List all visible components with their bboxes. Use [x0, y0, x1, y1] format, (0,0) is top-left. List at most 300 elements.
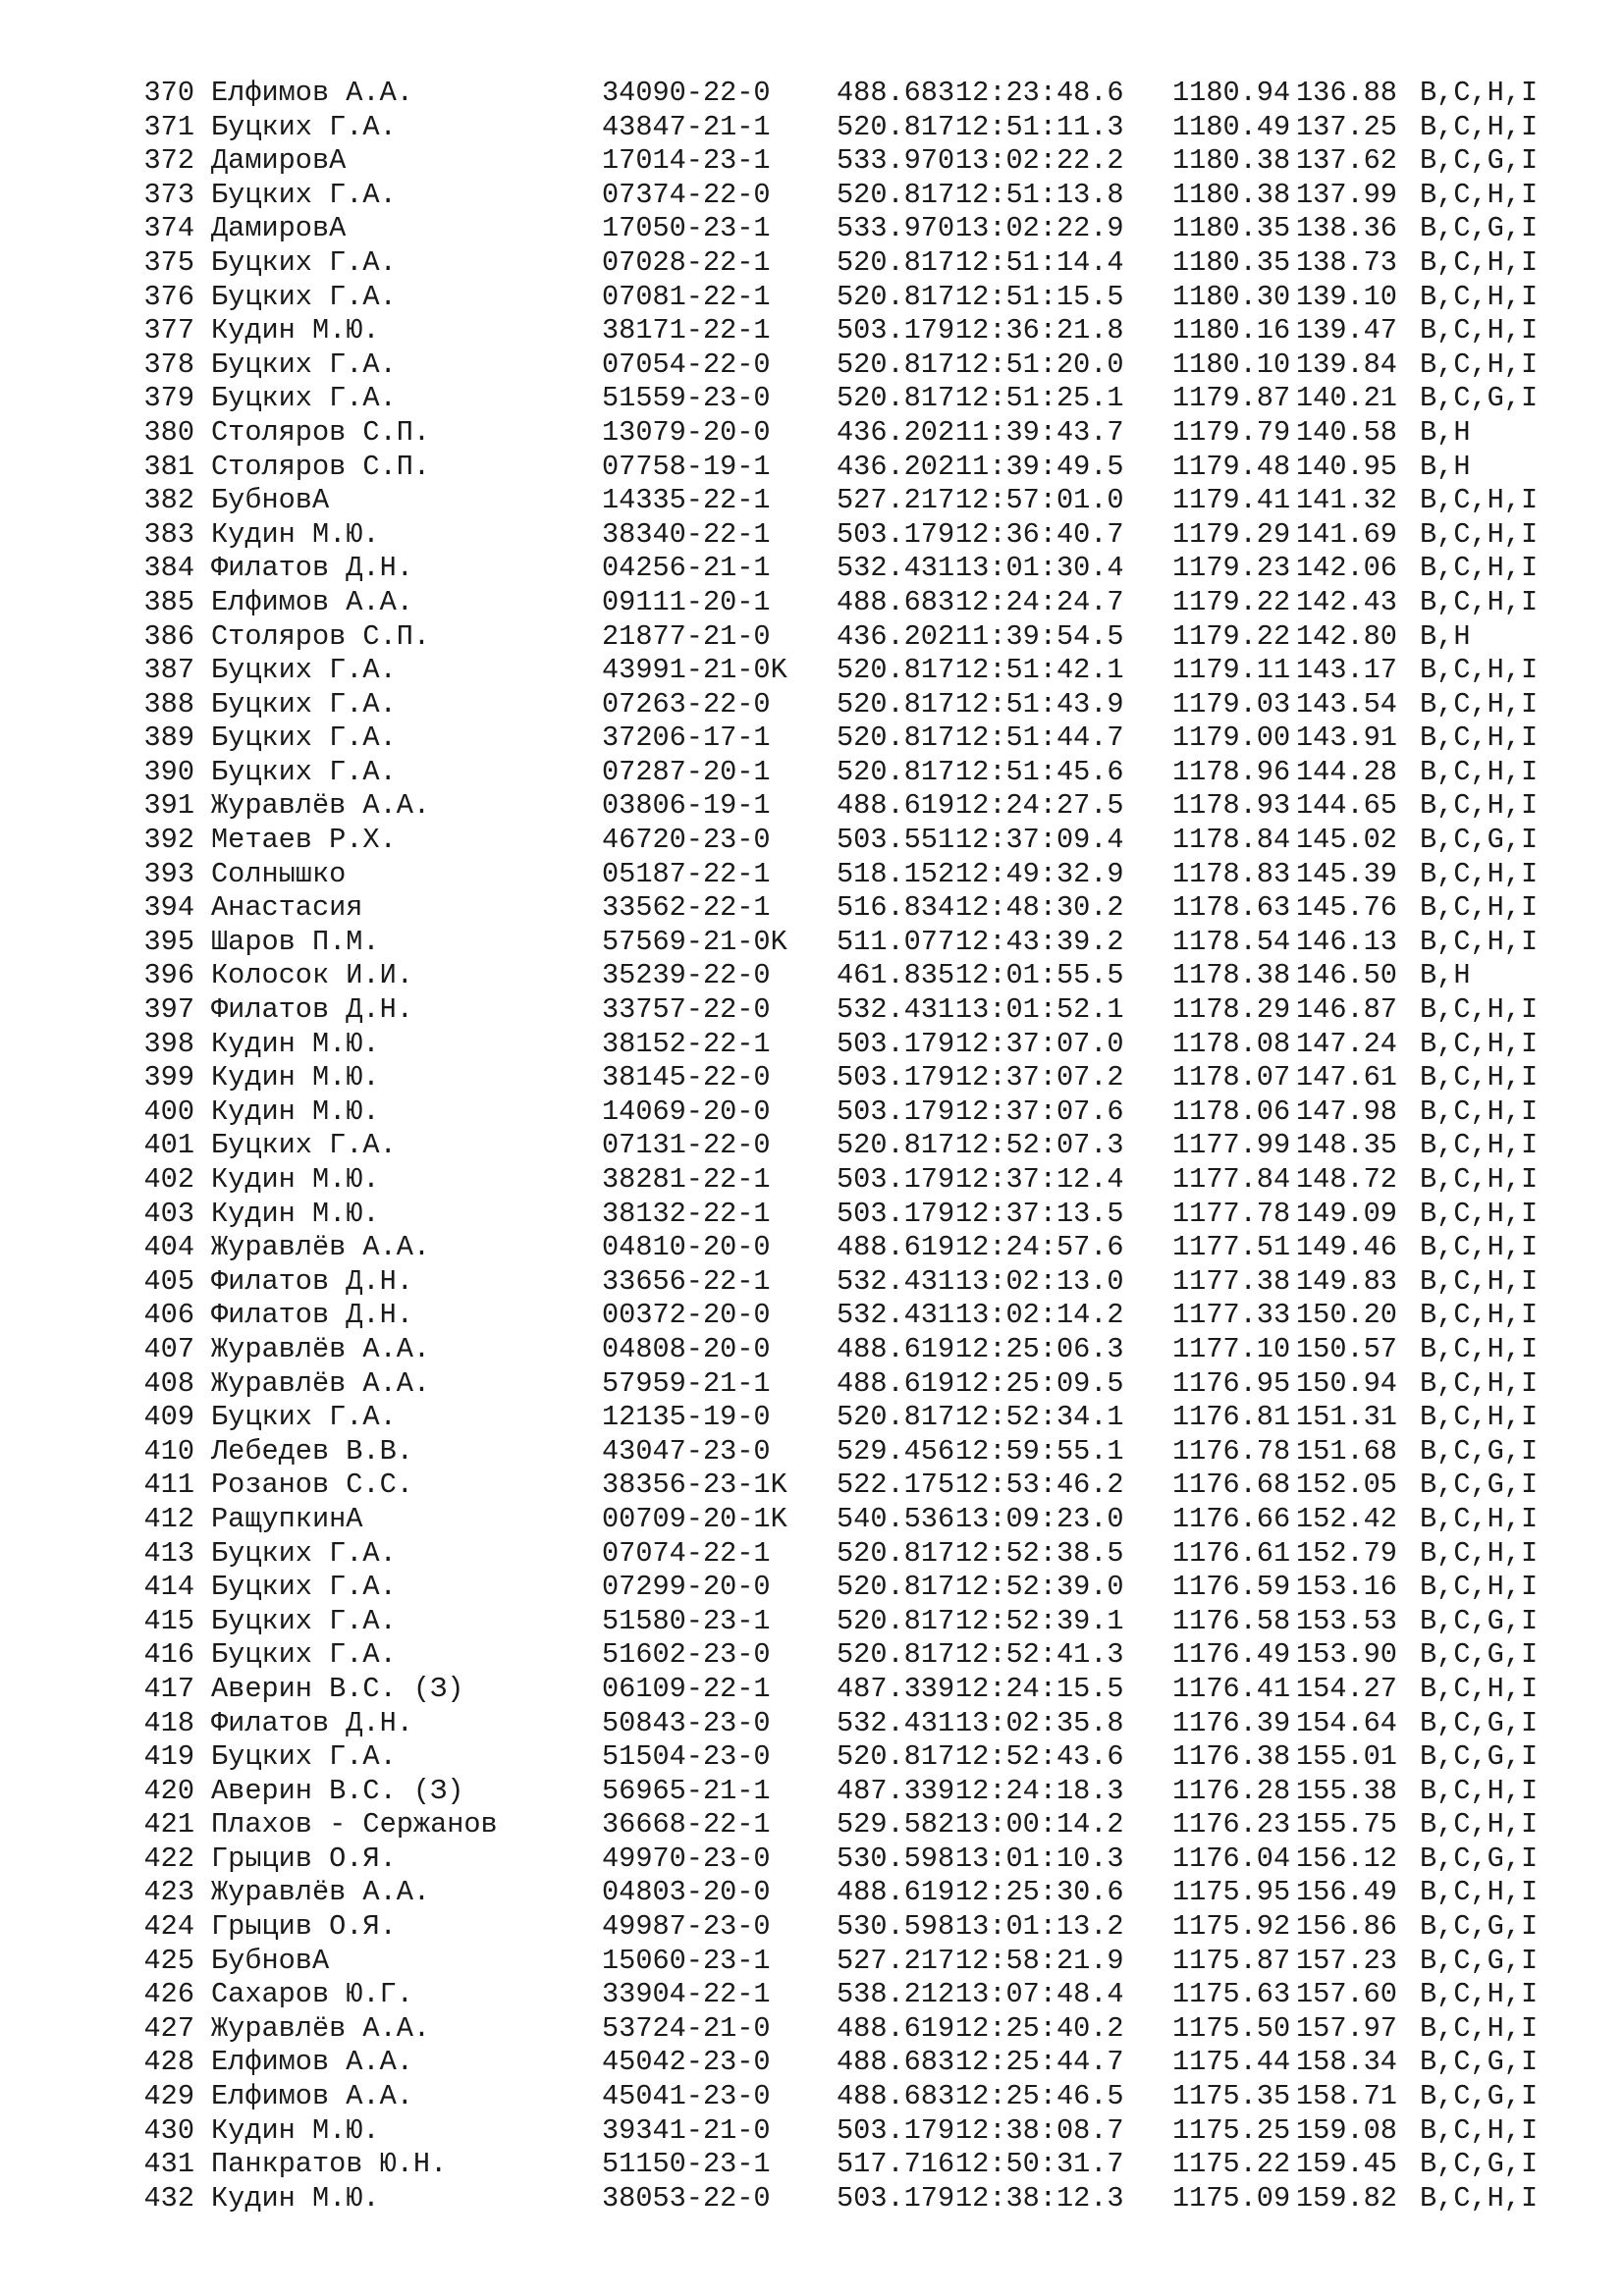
- result-row: [143, 281, 1567, 315]
- arrival-time: 13:02:22.2: [955, 144, 1124, 178]
- fancier-name: Шаров П.М.: [211, 925, 380, 958]
- arrival-time: 13:02:14.2: [955, 1299, 1124, 1332]
- arrival-time: 12:25:46.5: [955, 2080, 1124, 2113]
- ring-number: 34090-22-0: [602, 77, 771, 109]
- arrival-time: 12:52:34.1: [955, 1401, 1124, 1434]
- coefficient: 142.06: [1296, 552, 1397, 585]
- place-number: 424: [143, 1910, 194, 1944]
- speed: 1179.03: [1172, 687, 1291, 721]
- class-list: B,C,H,I: [1420, 1197, 1539, 1230]
- class-list: B,C,H,I: [1420, 925, 1539, 958]
- place-number: 373: [143, 178, 194, 211]
- place-number: 378: [143, 347, 194, 381]
- result-row: [143, 518, 1567, 553]
- ring-number: 17050-23-1: [602, 212, 771, 245]
- class-list: B,C,H,I: [1420, 1129, 1539, 1162]
- coefficient: 136.88: [1296, 77, 1397, 109]
- fancier-name: Буцких Г.А.: [211, 1401, 397, 1434]
- fancier-name: Елфимов А.А.: [211, 77, 413, 109]
- distance: 520.817: [837, 1536, 955, 1570]
- class-list: B,C,G,I: [1420, 824, 1539, 857]
- class-list: B,C,H,I: [1420, 789, 1539, 823]
- arrival-time: 12:23:48.6: [955, 77, 1124, 109]
- place-number: 404: [143, 1231, 194, 1264]
- result-row: [143, 212, 1567, 246]
- result-row: [143, 348, 1567, 383]
- speed: 1178.29: [1172, 993, 1291, 1027]
- distance: 488.619: [837, 1332, 955, 1365]
- fancier-name: Кудин М.Ю.: [211, 1027, 380, 1060]
- fancier-name: Кудин М.Ю.: [211, 314, 380, 347]
- fancier-name: Елфимов А.А.: [211, 2046, 413, 2079]
- coefficient: 152.05: [1296, 1468, 1397, 1502]
- place-number: 426: [143, 1978, 194, 2011]
- class-list: B,C,H,I: [1420, 2011, 1539, 2045]
- place-number: 387: [143, 654, 194, 687]
- class-list: B,C,H,I: [1420, 347, 1539, 381]
- distance: 488.683: [837, 77, 955, 109]
- coefficient: 145.39: [1296, 857, 1397, 890]
- ring-number: 07299-20-0: [602, 1571, 771, 1604]
- speed: 1180.49: [1172, 110, 1291, 143]
- coefficient: 153.53: [1296, 1604, 1397, 1637]
- coefficient: 151.68: [1296, 1434, 1397, 1468]
- result-row: [143, 144, 1567, 179]
- class-list: B,H: [1420, 415, 1471, 449]
- result-row: [143, 111, 1567, 145]
- fancier-name: Буцких Г.А.: [211, 1536, 397, 1570]
- class-list: B,C,G,I: [1420, 1910, 1539, 1944]
- result-row: [143, 2012, 1567, 2047]
- place-number: 382: [143, 484, 194, 517]
- speed: 1180.16: [1172, 314, 1291, 347]
- coefficient: 149.09: [1296, 1197, 1397, 1230]
- speed: 1179.23: [1172, 552, 1291, 585]
- speed: 1176.04: [1172, 1842, 1291, 1875]
- arrival-time: 12:52:07.3: [955, 1129, 1124, 1162]
- place-number: 394: [143, 891, 194, 925]
- class-list: B,C,H,I: [1420, 857, 1539, 890]
- result-row: [143, 1571, 1567, 1605]
- ring-number: 12135-19-0: [602, 1401, 771, 1434]
- class-list: B,C,H,I: [1420, 1401, 1539, 1434]
- arrival-time: 11:39:43.7: [955, 415, 1124, 449]
- class-list: B,C,H,I: [1420, 1774, 1539, 1807]
- result-row: [143, 382, 1567, 416]
- place-number: 388: [143, 687, 194, 721]
- result-row: [143, 1503, 1567, 1537]
- place-number: 425: [143, 1944, 194, 1977]
- speed: 1178.83: [1172, 857, 1291, 890]
- arrival-time: 12:51:11.3: [955, 110, 1124, 143]
- class-list: B,C,H,I: [1420, 1332, 1539, 1365]
- ring-number: 05187-22-1: [602, 857, 771, 890]
- place-number: 408: [143, 1366, 194, 1400]
- coefficient: 155.38: [1296, 1774, 1397, 1807]
- speed: 1177.99: [1172, 1129, 1291, 1162]
- coefficient: 146.13: [1296, 925, 1397, 958]
- fancier-name: Кудин М.Ю.: [211, 1095, 380, 1128]
- ring-number: 14069-20-0: [602, 1095, 771, 1128]
- speed: 1180.35: [1172, 212, 1291, 245]
- arrival-time: 13:01:10.3: [955, 1842, 1124, 1875]
- arrival-time: 13:02:35.8: [955, 1706, 1124, 1739]
- coefficient: 140.95: [1296, 450, 1397, 483]
- speed: 1179.22: [1172, 619, 1291, 653]
- class-list: B,C,G,I: [1420, 1638, 1539, 1672]
- ring-number: 51504-23-0: [602, 1740, 771, 1774]
- ring-number: 04808-20-0: [602, 1332, 771, 1365]
- class-list: B,C,H,I: [1420, 687, 1539, 721]
- arrival-time: 12:57:01.0: [955, 484, 1124, 517]
- arrival-time: 13:02:22.9: [955, 212, 1124, 245]
- place-number: 389: [143, 721, 194, 755]
- place-number: 429: [143, 2080, 194, 2113]
- place-number: 386: [143, 619, 194, 653]
- fancier-name: ДамировА: [211, 212, 347, 245]
- coefficient: 150.57: [1296, 1332, 1397, 1365]
- arrival-time: 12:38:12.3: [955, 2181, 1124, 2215]
- coefficient: 151.31: [1296, 1401, 1397, 1434]
- coefficient: 137.62: [1296, 144, 1397, 178]
- result-row: [143, 1028, 1567, 1062]
- result-row: [143, 1231, 1567, 1265]
- distance: 503.179: [837, 2181, 955, 2215]
- result-row: [143, 1707, 1567, 1741]
- fancier-name: Солнышко: [211, 857, 347, 890]
- place-number: 422: [143, 1842, 194, 1875]
- result-row: [143, 824, 1567, 858]
- fancier-name: Грыцив О.Я.: [211, 1910, 397, 1944]
- place-number: 413: [143, 1536, 194, 1570]
- result-row: [143, 1095, 1567, 1130]
- place-number: 398: [143, 1027, 194, 1060]
- arrival-time: 13:01:13.2: [955, 1910, 1124, 1944]
- coefficient: 142.43: [1296, 585, 1397, 618]
- fancier-name: РащупкинА: [211, 1502, 363, 1535]
- ring-number: 50843-23-0: [602, 1706, 771, 1739]
- ring-number: 51150-23-1: [602, 2148, 771, 2181]
- class-list: B,C,H,I: [1420, 891, 1539, 925]
- fancier-name: Журавлёв А.А.: [211, 1366, 431, 1400]
- arrival-time: 12:50:31.7: [955, 2148, 1124, 2181]
- distance: 488.619: [837, 2011, 955, 2045]
- arrival-time: 12:51:45.6: [955, 755, 1124, 788]
- distance: 503.179: [837, 1061, 955, 1095]
- fancier-name: Метаев Р.Х.: [211, 824, 397, 857]
- class-list: B,C,G,I: [1420, 2148, 1539, 2181]
- speed: 1180.35: [1172, 245, 1291, 279]
- distance: 487.339: [837, 1774, 955, 1807]
- coefficient: 159.08: [1296, 2113, 1397, 2147]
- arrival-time: 12:38:08.7: [955, 2113, 1124, 2147]
- class-list: B,C,G,I: [1420, 212, 1539, 245]
- coefficient: 157.97: [1296, 2011, 1397, 2045]
- coefficient: 139.47: [1296, 314, 1397, 347]
- ring-number: 43991-21-0K: [602, 654, 787, 687]
- arrival-time: 12:59:55.1: [955, 1434, 1124, 1468]
- speed: 1177.10: [1172, 1332, 1291, 1365]
- speed: 1177.78: [1172, 1197, 1291, 1230]
- result-row: [143, 959, 1567, 993]
- place-number: 414: [143, 1571, 194, 1604]
- place-number: 371: [143, 110, 194, 143]
- distance: 538.212: [837, 1978, 955, 2011]
- fancier-name: Филатов Д.Н.: [211, 1706, 413, 1739]
- place-number: 380: [143, 415, 194, 449]
- place-number: 416: [143, 1638, 194, 1672]
- ring-number: 51580-23-1: [602, 1604, 771, 1637]
- fancier-name: Буцких Г.А.: [211, 721, 397, 755]
- distance: 511.077: [837, 925, 955, 958]
- fancier-name: Буцких Г.А.: [211, 1129, 397, 1162]
- result-row: [143, 688, 1567, 722]
- result-row: [143, 1061, 1567, 1095]
- fancier-name: Плахов - Сержанов: [211, 1808, 498, 1842]
- arrival-time: 12:25:30.6: [955, 1876, 1124, 1909]
- speed: 1180.38: [1172, 144, 1291, 178]
- class-list: B,C,H,I: [1420, 77, 1539, 109]
- coefficient: 139.84: [1296, 347, 1397, 381]
- distance: 503.179: [837, 1027, 955, 1060]
- speed: 1177.51: [1172, 1231, 1291, 1264]
- place-number: 420: [143, 1774, 194, 1807]
- arrival-time: 12:37:07.0: [955, 1027, 1124, 1060]
- coefficient: 155.01: [1296, 1740, 1397, 1774]
- arrival-time: 12:53:46.2: [955, 1468, 1124, 1502]
- distance: 520.817: [837, 382, 955, 415]
- speed: 1177.38: [1172, 1264, 1291, 1298]
- place-number: 406: [143, 1299, 194, 1332]
- result-row: [143, 1775, 1567, 1809]
- fancier-name: Кудин М.Ю.: [211, 1163, 380, 1196]
- class-list: B,C,G,I: [1420, 144, 1539, 178]
- class-list: B,C,H,I: [1420, 1095, 1539, 1128]
- ring-number: 46720-23-0: [602, 824, 771, 857]
- place-number: 427: [143, 2011, 194, 2045]
- coefficient: 152.79: [1296, 1536, 1397, 1570]
- speed: 1176.95: [1172, 1366, 1291, 1400]
- coefficient: 148.72: [1296, 1163, 1397, 1196]
- distance: 520.817: [837, 755, 955, 788]
- place-number: 403: [143, 1197, 194, 1230]
- arrival-time: 12:52:41.3: [955, 1638, 1124, 1672]
- ring-number: 15060-23-1: [602, 1944, 771, 1977]
- distance: 532.431: [837, 1299, 955, 1332]
- place-number: 423: [143, 1876, 194, 1909]
- fancier-name: Буцких Г.А.: [211, 382, 397, 415]
- arrival-time: 12:25:09.5: [955, 1366, 1124, 1400]
- fancier-name: Журавлёв А.А.: [211, 2011, 431, 2045]
- distance: 520.817: [837, 347, 955, 381]
- coefficient: 144.65: [1296, 789, 1397, 823]
- distance: 488.619: [837, 789, 955, 823]
- fancier-name: Кудин М.Ю.: [211, 517, 380, 551]
- speed: 1175.44: [1172, 2046, 1291, 2079]
- ring-number: 07263-22-0: [602, 687, 771, 721]
- class-list: B,C,G,I: [1420, 2080, 1539, 2113]
- arrival-time: 12:51:25.1: [955, 382, 1124, 415]
- ring-number: 56965-21-1: [602, 1774, 771, 1807]
- fancier-name: Буцких Г.А.: [211, 1604, 397, 1637]
- speed: 1176.49: [1172, 1638, 1291, 1672]
- speed: 1178.06: [1172, 1095, 1291, 1128]
- distance: 520.817: [837, 1401, 955, 1434]
- speed: 1176.81: [1172, 1401, 1291, 1434]
- result-row: [143, 179, 1567, 213]
- ring-number: 43847-21-1: [602, 110, 771, 143]
- place-number: 401: [143, 1129, 194, 1162]
- speed: 1175.87: [1172, 1944, 1291, 1977]
- speed: 1179.48: [1172, 450, 1291, 483]
- speed: 1178.08: [1172, 1027, 1291, 1060]
- distance: 527.217: [837, 1944, 955, 1977]
- place-number: 376: [143, 280, 194, 313]
- coefficient: 146.50: [1296, 959, 1397, 992]
- result-row: [143, 246, 1567, 281]
- class-list: B,C,G,I: [1420, 1842, 1539, 1875]
- distance: 488.683: [837, 2046, 955, 2079]
- ring-number: 57959-21-1: [602, 1366, 771, 1400]
- class-list: B,C,H,I: [1420, 1808, 1539, 1842]
- arrival-time: 12:58:21.9: [955, 1944, 1124, 1977]
- distance: 436.202: [837, 415, 955, 449]
- distance: 488.619: [837, 1876, 955, 1909]
- distance: 520.817: [837, 178, 955, 211]
- arrival-time: 12:48:30.2: [955, 891, 1124, 925]
- results-list: [143, 77, 1567, 2216]
- result-row: [143, 1910, 1567, 1945]
- ring-number: 37206-17-1: [602, 721, 771, 755]
- result-row: [143, 654, 1567, 688]
- fancier-name: Аверин В.С. (З): [211, 1672, 464, 1705]
- distance: 520.817: [837, 245, 955, 279]
- result-row: [143, 1638, 1567, 1673]
- coefficient: 142.80: [1296, 619, 1397, 653]
- fancier-name: Анастасия: [211, 891, 363, 925]
- coefficient: 154.27: [1296, 1672, 1397, 1705]
- speed: 1176.59: [1172, 1571, 1291, 1604]
- place-number: 384: [143, 552, 194, 585]
- distance: 533.970: [837, 144, 955, 178]
- result-row: [143, 1299, 1567, 1333]
- class-list: B,C,H,I: [1420, 552, 1539, 585]
- arrival-time: 12:51:20.0: [955, 347, 1124, 381]
- class-list: B,C,H,I: [1420, 517, 1539, 551]
- speed: 1178.38: [1172, 959, 1291, 992]
- arrival-time: 12:52:39.1: [955, 1604, 1124, 1637]
- ring-number: 07131-22-0: [602, 1129, 771, 1162]
- result-row: [143, 1265, 1567, 1300]
- result-row: [143, 1435, 1567, 1469]
- coefficient: 147.98: [1296, 1095, 1397, 1128]
- place-number: 409: [143, 1401, 194, 1434]
- result-row: [143, 1842, 1567, 1877]
- ring-number: 43047-23-0: [602, 1434, 771, 1468]
- result-row: [143, 1198, 1567, 1232]
- fancier-name: Колосок И.И.: [211, 959, 413, 992]
- ring-number: 14335-22-1: [602, 484, 771, 517]
- class-list: B,C,H,I: [1420, 1366, 1539, 1400]
- arrival-time: 12:52:39.0: [955, 1571, 1124, 1604]
- speed: 1176.58: [1172, 1604, 1291, 1637]
- distance: 488.619: [837, 1231, 955, 1264]
- ring-number: 07028-22-1: [602, 245, 771, 279]
- place-number: 375: [143, 245, 194, 279]
- place-number: 379: [143, 382, 194, 415]
- result-row: [143, 620, 1567, 655]
- class-list: B,C,G,I: [1420, 1944, 1539, 1977]
- fancier-name: Филатов Д.Н.: [211, 1264, 413, 1298]
- coefficient: 145.76: [1296, 891, 1397, 925]
- coefficient: 146.87: [1296, 993, 1397, 1027]
- result-row: [143, 2148, 1567, 2182]
- coefficient: 154.64: [1296, 1706, 1397, 1739]
- distance: 529.456: [837, 1434, 955, 1468]
- speed: 1176.78: [1172, 1434, 1291, 1468]
- ring-number: 51602-23-0: [602, 1638, 771, 1672]
- speed: 1175.95: [1172, 1876, 1291, 1909]
- speed: 1176.38: [1172, 1740, 1291, 1774]
- class-list: B,C,G,I: [1420, 1604, 1539, 1637]
- class-list: B,C,G,I: [1420, 1706, 1539, 1739]
- place-number: 370: [143, 77, 194, 109]
- arrival-time: 13:01:30.4: [955, 552, 1124, 585]
- coefficient: 156.12: [1296, 1842, 1397, 1875]
- arrival-time: 12:25:06.3: [955, 1332, 1124, 1365]
- speed: 1179.79: [1172, 415, 1291, 449]
- distance: 488.683: [837, 2080, 955, 2113]
- ring-number: 49987-23-0: [602, 1910, 771, 1944]
- result-row: [143, 552, 1567, 586]
- arrival-time: 13:00:14.2: [955, 1808, 1124, 1842]
- class-list: B,C,H,I: [1420, 1502, 1539, 1535]
- result-row: [143, 2182, 1567, 2216]
- arrival-time: 12:52:38.5: [955, 1536, 1124, 1570]
- coefficient: 157.23: [1296, 1944, 1397, 1977]
- distance: 532.431: [837, 552, 955, 585]
- ring-number: 57569-21-0K: [602, 925, 787, 958]
- ring-number: 07374-22-0: [602, 178, 771, 211]
- distance: 530.598: [837, 1842, 955, 1875]
- speed: 1176.68: [1172, 1468, 1291, 1502]
- arrival-time: 12:25:40.2: [955, 2011, 1124, 2045]
- coefficient: 143.17: [1296, 654, 1397, 687]
- fancier-name: Буцких Г.А.: [211, 687, 397, 721]
- ring-number: 03806-19-1: [602, 789, 771, 823]
- ring-number: 17014-23-1: [602, 144, 771, 178]
- result-row: [143, 2114, 1567, 2149]
- ring-number: 07054-22-0: [602, 347, 771, 381]
- result-row: [143, 1978, 1567, 2012]
- place-number: 374: [143, 212, 194, 245]
- arrival-time: 13:01:52.1: [955, 993, 1124, 1027]
- arrival-time: 12:24:18.3: [955, 1774, 1124, 1807]
- arrival-time: 12:01:55.5: [955, 959, 1124, 992]
- arrival-time: 12:51:13.8: [955, 178, 1124, 211]
- coefficient: 140.58: [1296, 415, 1397, 449]
- fancier-name: БубновА: [211, 1944, 330, 1977]
- ring-number: 07287-20-1: [602, 755, 771, 788]
- distance: 522.175: [837, 1468, 955, 1502]
- distance: 436.202: [837, 619, 955, 653]
- distance: 530.598: [837, 1910, 955, 1944]
- coefficient: 159.82: [1296, 2181, 1397, 2215]
- ring-number: 04256-21-1: [602, 552, 771, 585]
- distance: 488.619: [837, 1366, 955, 1400]
- speed: 1175.35: [1172, 2080, 1291, 2113]
- ring-number: 38340-22-1: [602, 517, 771, 551]
